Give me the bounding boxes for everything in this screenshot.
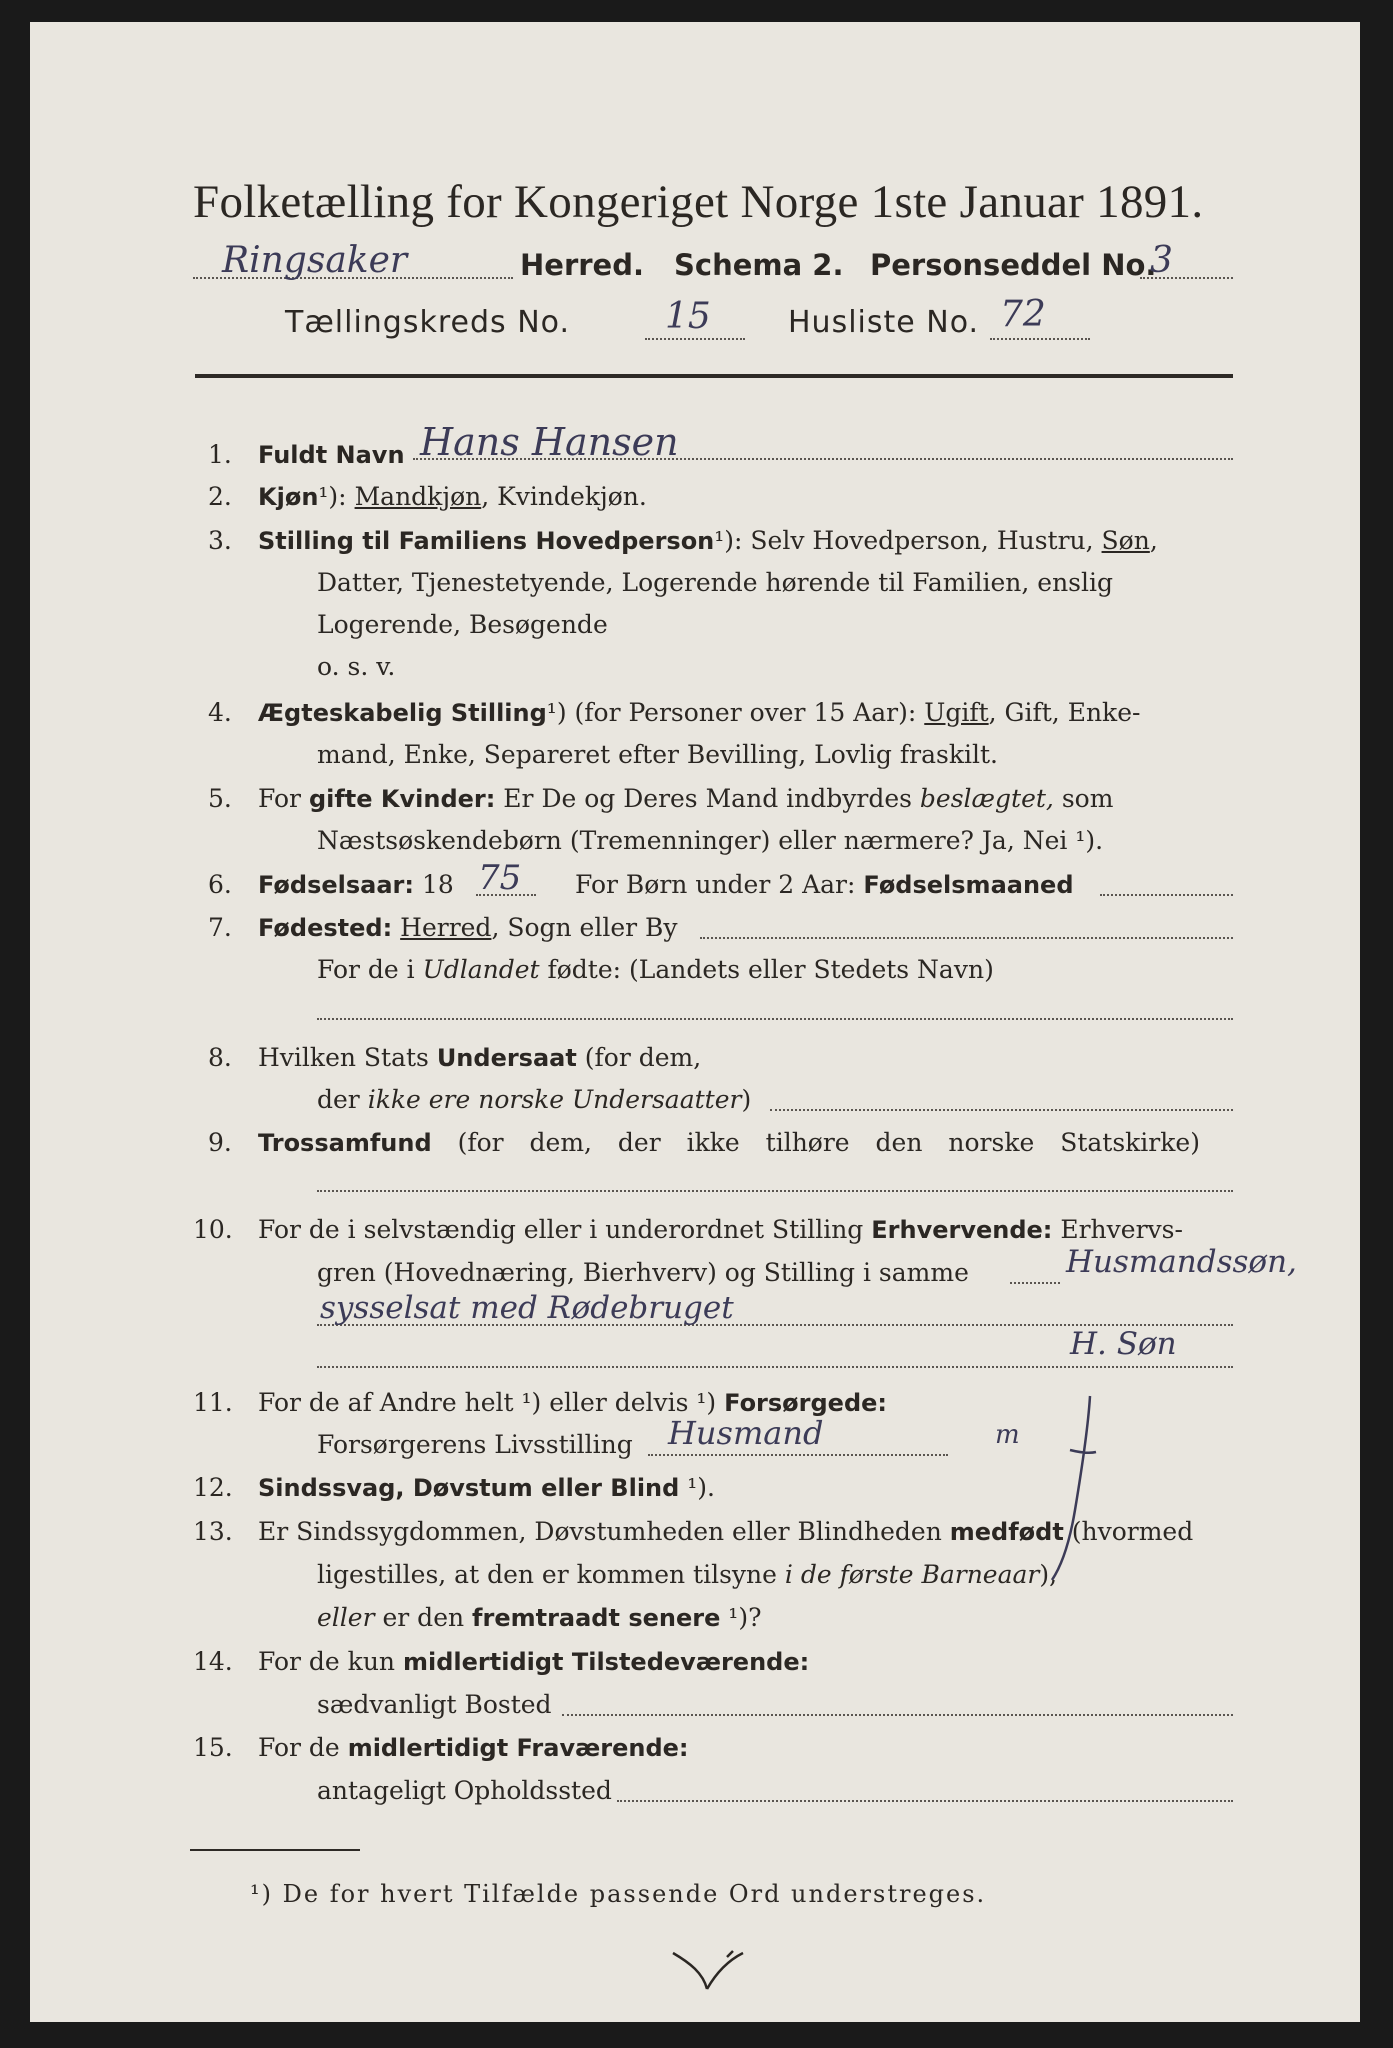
item-6-number: 6. — [208, 870, 232, 899]
item-2-line: Kjøn¹): Mandkjøn, Kvindekjøn. — [258, 482, 647, 511]
personseddel-label: Personseddel No. — [870, 248, 1157, 282]
item-11-number: 11. — [193, 1388, 233, 1417]
item-7-dots-2 — [317, 1018, 1233, 1020]
item-13-line-2: ligestilles, at den er kommen tilsyne i de første Barneaar), — [317, 1560, 1058, 1589]
item-6-dots — [1100, 894, 1233, 896]
husliste-value: 72 — [1000, 294, 1046, 335]
husliste-label: Husliste No. — [788, 305, 980, 340]
item-11-handwriting-2: m — [995, 1420, 1020, 1450]
kreds-value: 15 — [665, 296, 711, 337]
item-15-line-1: For de midlertidigt Fraværende: — [258, 1733, 689, 1762]
item-14-number: 14. — [193, 1647, 233, 1676]
item-5-number: 5. — [208, 784, 232, 813]
footnote-rule — [190, 1849, 360, 1851]
item-12-line: Sindssvag, Døvstum eller Blind ¹). — [258, 1473, 715, 1502]
item-14-line-1: For de kun midlertidigt Tilstedeværende: — [258, 1647, 810, 1676]
item-11-dots — [648, 1454, 948, 1456]
item-4-number: 4. — [208, 698, 232, 727]
husliste-dots — [990, 338, 1090, 340]
item-15-number: 15. — [193, 1733, 233, 1762]
herred-value: Ringsaker — [222, 240, 408, 281]
item-4-line-1: Ægteskabelig Stilling¹) (for Personer over 15 Aar): Ugift, Gift, Enke- — [258, 698, 1141, 727]
item-3-line-4: o. s. v. — [317, 652, 396, 681]
item-1-label: Fuldt Navn — [258, 441, 405, 469]
item-3-line-2: Datter, Tjenestetyende, Logerende hørende til Familien, enslig — [317, 568, 1114, 597]
item-8-line-2: der ikke ere norske Undersaatter) — [317, 1085, 752, 1114]
item-9-dots — [317, 1190, 1233, 1192]
item-15-line-2: antageligt Opholdssted — [317, 1776, 612, 1805]
item-6-line: Fødselsaar: 18 — [258, 870, 454, 899]
item-4-line-2: mand, Enke, Separeret efter Bevilling, Lovlig fraskilt. — [317, 740, 998, 769]
item-2-number: 2. — [208, 482, 232, 511]
item-3-number: 3. — [208, 526, 232, 555]
item-13-line-1: Er Sindssygdommen, Døvstumheden eller Blindheden medfødt (hvormed — [258, 1517, 1194, 1546]
item-6-line-b: For Børn under 2 Aar: Fødselsmaaned — [575, 870, 1074, 899]
item-12-number: 12. — [193, 1473, 233, 1502]
item-8-number: 8. — [208, 1043, 232, 1072]
item-9-number: 9. — [208, 1128, 232, 1157]
item-13-line-3: eller er den fremtraadt senere ¹)? — [317, 1603, 762, 1632]
personseddel-value: 3 — [1150, 240, 1173, 281]
item-7-dots — [700, 937, 1233, 939]
item-11-line-2: Forsørgerens Livsstilling — [317, 1430, 633, 1459]
item-9-line: Trossamfund (for dem, der ikke tilhøre den norske Statskirke) — [258, 1128, 1200, 1157]
form-title: Folketælling for Kongeriget Norge 1ste Januar 1891. — [193, 176, 1204, 228]
herred-label: Herred. — [520, 248, 644, 282]
handwritten-mark — [665, 1945, 755, 2005]
item-10-dots-3 — [317, 1366, 1233, 1368]
item-3-line-3: Logerende, Besøgende — [317, 610, 608, 639]
item-10-handwriting-2: sysselsat med Rødebruget — [320, 1290, 734, 1326]
item-15-dots — [617, 1800, 1233, 1802]
item-13-number: 13. — [193, 1517, 233, 1546]
item-10-handwriting-1: Husmandssøn, — [1066, 1244, 1297, 1280]
item-7-number: 7. — [208, 913, 232, 942]
footnote: ¹) De for hvert Tilfælde passende Ord understreges. — [250, 1880, 987, 1908]
item-14-line-2: sædvanligt Bosted — [317, 1690, 552, 1719]
item-10-line-1: For de i selvstændig eller i underordnet Stilling Erhvervende: Erhvervs- — [258, 1215, 1183, 1244]
kreds-label: Tællingskreds No. — [285, 305, 570, 340]
item-3-line-1: Stilling til Familiens Hovedperson¹): Selv Hovedperson, Hustru, Søn, — [258, 526, 1158, 555]
item-10-handwriting-3: H. Søn — [1070, 1326, 1177, 1362]
item-8-dots — [770, 1109, 1233, 1111]
item-10-line-2: gren (Hovednæring, Bierhverv) og Stilling i samme — [317, 1258, 969, 1287]
item-5-line-1: For gifte Kvinder: Er De og Deres Mand indbyrdes beslægtet, som — [258, 784, 1114, 813]
item-6-year-value: 75 — [478, 858, 522, 898]
item-11-line-1: For de af Andre helt ¹) eller delvis ¹) Forsørgede: — [258, 1388, 888, 1417]
item-7-line-1: Fødested: Herred, Sogn eller By — [258, 913, 678, 942]
kreds-dots — [645, 338, 745, 340]
item-10-dots-1 — [1010, 1282, 1060, 1284]
item-10-number: 10. — [193, 1215, 233, 1244]
header-rule — [195, 374, 1233, 378]
item-14-dots — [562, 1714, 1233, 1716]
item-7-line-2: For de i Udlandet fødte: (Landets eller Stedets Navn) — [317, 955, 994, 984]
item-1-value: Hans Hansen — [420, 420, 679, 464]
item-8-line-1: Hvilken Stats Undersaat (for dem, — [258, 1043, 702, 1072]
item-1-number: 1. — [208, 440, 232, 469]
schema-label: Schema 2. — [674, 248, 844, 282]
item-5-line-2: Næstsøskendebørn (Tremenninger) eller nærmere? Ja, Nei ¹). — [317, 826, 1104, 855]
item-11-handwriting-1: Husmand — [668, 1414, 824, 1452]
